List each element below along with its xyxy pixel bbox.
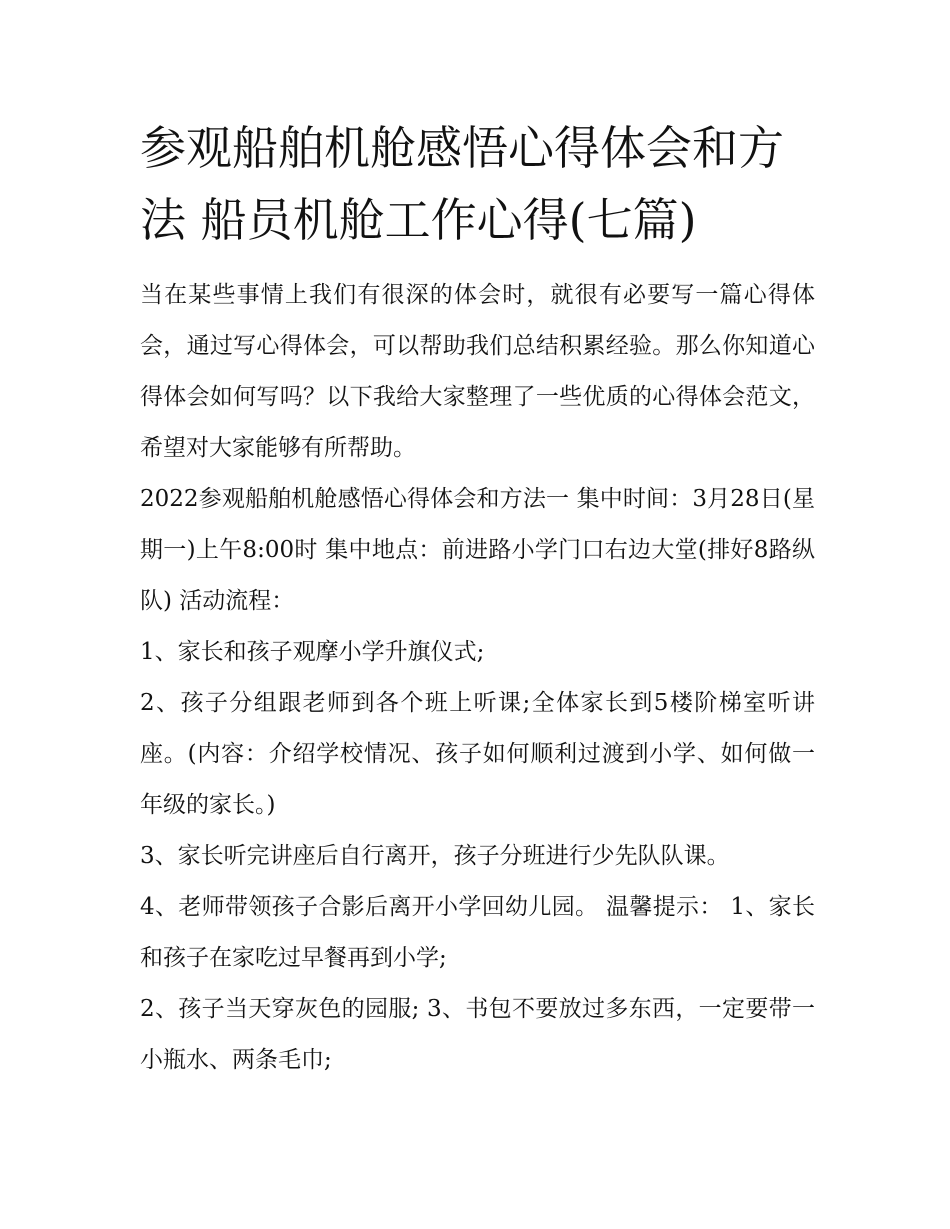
paragraph-step-4: 4、老师带领孩子合影后离开小学回幼儿园。 温馨提示： 1、家长和孩子在家吃过早餐再到小学; <box>140 894 815 971</box>
paragraph-tips: 2、孩子当天穿灰色的园服; 3、书包不要放过多东西，一定要带一小瓶水、两条毛巾; <box>140 996 815 1073</box>
document-body <box>140 270 815 1086</box>
document-page <box>140 112 815 1086</box>
paragraph-step-3: 3、家长听完讲座后自行离开，孩子分班进行少先队队课。 <box>140 843 730 869</box>
paragraph-intro: 当在某些事情上我们有很深的体会时，就很有必要写一篇心得体会，通过写心得体会，可以帮助我们总结积累经验。那么你知道心得体会如何写吗？以下我给大家整理了一些优质的心得体会范文，希望对大家能够有所帮助。 <box>140 282 815 461</box>
document-title: 参观船舶机舱感悟心得体会和方法 船员机舱工作心得(七篇) <box>140 121 784 247</box>
paragraph-step-2: 2、孩子分组跟老师到各个班上听课;全体家长到5楼阶梯室听讲座。(内容：介绍学校情况、孩子如何顺利过渡到小学、如何做一年级的家长。) <box>140 690 815 818</box>
paragraph-step-1: 1、家长和孩子观摩小学升旗仪式; <box>140 639 485 665</box>
paragraph-schedule: 2022参观船舶机舱感悟心得体会和方法一 集中时间：3月28日(星期一)上午8:00时 集中地点：前进路小学门口右边大堂(排好8路纵队) 活动流程： <box>140 486 815 614</box>
